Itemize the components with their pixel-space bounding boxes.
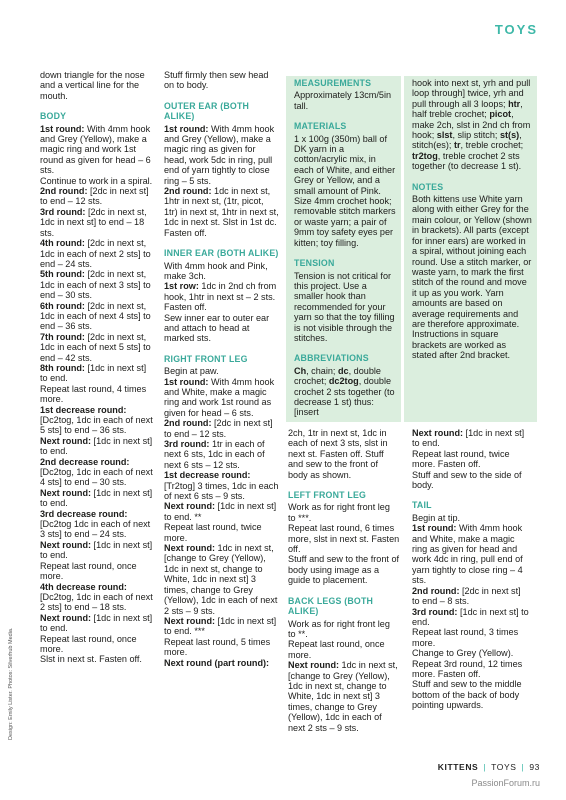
instruction-lead: 3rd decrease round: xyxy=(40,508,128,519)
instruction-lead: Next round: xyxy=(164,543,216,554)
instruction-line xyxy=(164,439,279,470)
instruction-lead: Next round: xyxy=(40,539,92,550)
inline-paragraph xyxy=(412,78,532,172)
instruction-line xyxy=(164,470,279,501)
instruction-text: 1dc in next st, [change to Grey (Yellow), 1dc in next st, change to White, 1dc in next st] 3 times, change to Grey (Yellow), 1dc in each of next 2 sts – 9 sts. xyxy=(164,543,278,616)
instruction-line xyxy=(40,405,155,436)
instruction-text: Repeat last round, 6 times more, slst in next st. Fasten off. xyxy=(288,523,400,555)
materials-text: 1 x 100g (350m) ball of DK yarn in a cotton/acrylic mix, in each of White, and either Grey or Yellow, and a small amount of Pink. Size 4mm crochet hook; removable stitch markers or waste yarn; a pair of 9mm toy safety eyes per kitten; toy filling. xyxy=(294,133,396,248)
instruction-line xyxy=(164,186,279,238)
abbreviation-term: Ch xyxy=(294,365,307,376)
instruction-line xyxy=(40,634,155,655)
instruction-text: [2dc in next st] to end – 12 sts. xyxy=(40,186,149,207)
info-box-right xyxy=(412,78,532,361)
abbreviation-term: st(s) xyxy=(499,130,520,141)
instruction-lead: 4th round: xyxy=(40,238,85,249)
instruction-line xyxy=(40,384,155,405)
column-tail xyxy=(412,428,530,711)
instruction-line xyxy=(40,436,155,457)
instruction-line xyxy=(40,301,155,332)
instruction-line xyxy=(164,543,279,616)
instruction-lead: 2nd round: xyxy=(164,186,212,197)
abbreviation-definition: , make 2ch, slst in 2nd ch from hook; xyxy=(412,109,531,141)
instruction-line xyxy=(412,428,530,449)
instruction-text: [2dc in next st, 1dc in next st] to end – 18 sts. xyxy=(40,206,147,238)
instruction-text: Repeat last round, twice more. Fasten off. xyxy=(412,448,510,470)
instruction-lead: Next round: xyxy=(164,501,216,512)
instruction-lead: 4th decrease round: xyxy=(40,581,127,592)
heading-tail: TAIL xyxy=(412,500,432,511)
instruction-line xyxy=(40,332,155,363)
measurements-text: Approximately 13cm/5in tall. xyxy=(294,90,392,111)
instruction-text: 1tr in each of next 6 sts, 1dc in each of next 6 sts – 12 sts. xyxy=(164,439,265,470)
abbreviation-term: picot xyxy=(489,109,512,120)
right-front-leg-lines xyxy=(164,366,279,668)
instruction-text: [Dc2tog, 1dc in each of next 4 sts] to end – 30 sts. xyxy=(40,467,153,488)
instruction-lead: Next round: xyxy=(164,615,216,626)
instruction-text: Repeat last round, 4 times more. xyxy=(40,383,147,405)
instruction-line xyxy=(40,238,155,269)
instruction-line xyxy=(40,457,155,488)
instruction-lead: 1st row: xyxy=(164,281,199,292)
instruction-text: With 4mm hook and White, make a magic ring as given for head and work 4dc in ring, pull end of yarn tightly to close ring – 4 sts. xyxy=(412,523,523,586)
instruction-text: [1dc in next st] to end. xyxy=(40,362,147,384)
instruction-line xyxy=(412,627,530,648)
instruction-line xyxy=(164,501,279,522)
instruction-text: 1dc in next st, [change to Grey (Yellow), 1dc in next st, change to White, 1dc in next st] 3 times, change to Grey (Yellow), 1dc in each of next 2 sts – 9 sts. xyxy=(288,660,398,733)
instruction-text: [2dc in next st] to end – 12 sts. xyxy=(164,418,273,439)
instruction-line xyxy=(164,124,279,186)
column-legs xyxy=(288,428,400,733)
abbreviations-cont-text xyxy=(412,78,532,172)
instruction-text: [Dc2tog 1dc in each of next 3 sts] to end – 24 sts. xyxy=(40,519,151,540)
instruction-lead: 2nd round: xyxy=(40,186,88,197)
footer-category: TOYS xyxy=(491,762,517,772)
footer-section: KITTENS xyxy=(437,762,479,772)
instruction-line xyxy=(288,554,400,585)
instruction-text: Stuff and sew to the middle bottom of the back of body pointing upwards. xyxy=(412,679,522,711)
instruction-line xyxy=(40,124,155,176)
instruction-line xyxy=(288,660,400,733)
instruction-lead: Next round: xyxy=(412,428,464,438)
instruction-text: Work as for right front leg to **. xyxy=(288,618,390,639)
page-footer xyxy=(438,762,540,772)
instruction-line xyxy=(288,523,400,554)
instruction-line xyxy=(288,619,400,640)
instruction-text: Work as for right front leg to ***. xyxy=(288,502,390,523)
instruction-lead: 3rd round: xyxy=(164,439,210,449)
heading-outer-ear: OUTER EAR (BOTH ALIKE) xyxy=(164,100,250,122)
abbreviation-term: htr xyxy=(508,98,521,109)
heading-back-legs: BACK LEGS (BOTH ALIKE) xyxy=(288,595,374,617)
instruction-text: [1dc in next st] to end. xyxy=(40,539,153,561)
abbreviation-definition: , double crochet 2 sts together (to decrease 1 st) thus: [insert xyxy=(294,376,395,418)
instruction-text: [2dc in next st, 1dc in each of next 2 sts] to end – 24 sts. xyxy=(40,238,151,269)
instruction-text: [1dc in next st] to end. xyxy=(40,612,153,634)
left-front-leg-lines xyxy=(288,502,400,585)
ears-intro: Stuff firmly then sew head on to body. xyxy=(164,70,269,91)
instruction-text: Continue to work in a spiral. xyxy=(40,175,153,186)
heading-measurements: MEASUREMENTS xyxy=(294,78,372,88)
instruction-line xyxy=(164,377,279,419)
instruction-line xyxy=(412,523,530,585)
instruction-text: Repeat last round, 5 times more. xyxy=(164,636,271,658)
instruction-text: Repeat last round, once more. xyxy=(288,639,385,660)
instruction-text: Begin at paw. xyxy=(164,366,219,377)
inline-paragraph xyxy=(294,366,397,418)
instruction-text: [1dc in next st] to end. *** xyxy=(164,615,277,637)
instruction-text: [2dc in next st, 1dc in each of next 3 sts] to end – 30 sts. xyxy=(40,269,151,301)
abbreviation-definition: hook into next st, yrh and pull loop through] twice, yrh and pull through all 3 loops; xyxy=(412,78,531,109)
abbreviation-term: slst xyxy=(436,130,453,141)
abbreviation-term: dc2tog xyxy=(328,376,359,387)
heading-materials: MATERIALS xyxy=(294,121,347,132)
instruction-lead: 6th round: xyxy=(40,300,85,311)
instruction-lead: Next round: xyxy=(40,435,92,446)
footer-separator: | xyxy=(483,762,487,772)
instruction-line xyxy=(412,449,530,470)
heading-body: BODY xyxy=(40,111,67,122)
heading-tension: TENSION xyxy=(294,258,335,269)
instruction-text: 1dc in 2nd ch from hook, 1htr in next st – 2 sts. Fasten off. xyxy=(164,281,277,313)
instruction-lead: Next round: xyxy=(40,487,92,498)
abbreviation-term: dc xyxy=(337,365,349,376)
instruction-text: Repeat last round, 3 times more. xyxy=(412,627,519,648)
instruction-text: Stuff and sew to the side of body. xyxy=(412,469,522,491)
instruction-text: Repeat 3rd round, 12 times more. Fasten off. xyxy=(412,658,523,679)
heading-notes: NOTES xyxy=(412,181,444,192)
column-ears xyxy=(164,70,279,668)
instruction-lead: 7th round: xyxy=(40,331,85,342)
instruction-lead: 2nd round: xyxy=(164,418,212,429)
instruction-text: [1dc in next st] to end. xyxy=(412,606,529,627)
instruction-text: Begin at tip. xyxy=(412,512,461,523)
abbreviation-definition: , treble crochet; xyxy=(460,140,524,151)
inner-ear-lines xyxy=(164,261,279,344)
outer-ear-lines xyxy=(164,124,279,238)
info-box-left xyxy=(294,78,397,418)
instruction-text: [2dc in next st, 1dc in each of next 4 sts] to end – 36 sts. xyxy=(40,300,151,332)
abbreviation-term: tr2tog xyxy=(412,150,438,161)
body-intro: down triangle for the nose and a vertical line for the mouth. xyxy=(40,70,145,101)
instruction-line xyxy=(164,418,279,439)
instruction-line xyxy=(164,261,279,282)
instruction-line xyxy=(288,639,400,660)
heading-abbreviations: ABBREVIATIONS xyxy=(294,353,369,364)
instruction-line xyxy=(40,654,155,664)
instruction-line xyxy=(40,613,155,634)
body-lines xyxy=(40,124,155,665)
instruction-line xyxy=(40,582,155,613)
instruction-text: With 4mm hook and Grey (Yellow), make a magic ring and work 1st round as given for head – 6 sts. xyxy=(40,123,151,176)
instruction-line xyxy=(40,207,155,238)
footer-separator: | xyxy=(521,762,525,772)
instruction-text: [2dc in next st] to end – 8 sts. xyxy=(412,585,521,607)
instruction-text: Change to Grey (Yellow). xyxy=(412,648,514,659)
back-legs-cont-lines xyxy=(412,428,530,490)
instruction-line xyxy=(164,637,279,658)
instruction-line xyxy=(412,679,530,710)
instruction-lead: 3rd round: xyxy=(40,206,86,217)
heading-left-front-leg: LEFT FRONT LEG xyxy=(288,490,367,501)
instruction-line xyxy=(164,616,279,637)
instruction-text: [1dc in next st] to end. xyxy=(40,487,153,509)
instruction-line xyxy=(40,561,155,582)
instruction-lead: 3rd round: xyxy=(412,606,458,617)
instruction-text: [1dc in next st] to end. ** xyxy=(164,501,277,522)
instruction-line xyxy=(164,366,279,376)
instruction-line xyxy=(40,186,155,207)
instruction-lead: Next round: xyxy=(288,660,340,671)
abbreviation-definition: , half treble crochet; xyxy=(412,98,523,120)
tension-text: Tension is not critical for this project. Use a smaller hook than recommended for your yarn so that the toy filling is not visible through the stitches. xyxy=(294,270,395,343)
instruction-text: Repeat last round, once more. xyxy=(40,560,137,582)
instruction-text: [Dc2tog, 1dc in each of next 5 sts] to end – 36 sts. xyxy=(40,415,153,436)
abbreviations-text xyxy=(294,366,397,418)
instruction-line xyxy=(40,509,155,540)
legs-intro: 2ch, 1tr in next st, 1dc in each of next 3 sts, slst in next st. Fasten off. Stuff and sew to the front of body as shown. xyxy=(288,428,388,480)
abbreviation-definition: , slip stitch; xyxy=(452,130,500,141)
instruction-text: With 4mm hook and Pink, make 3ch. xyxy=(164,260,268,281)
instruction-line xyxy=(40,269,155,300)
instruction-line xyxy=(412,659,530,680)
instruction-lead: 1st decrease round: xyxy=(40,404,127,415)
instruction-lead: 1st round: xyxy=(164,376,209,387)
instruction-lead: 2nd round: xyxy=(412,585,460,596)
instruction-line xyxy=(412,648,530,658)
tail-lines xyxy=(412,513,530,711)
instruction-line xyxy=(40,540,155,561)
instruction-text: With 4mm hook and Grey (Yellow), make a magic ring as given for head, work 5dc in ring, pull end of yarn tightly to close ring – 5 sts. xyxy=(164,123,275,186)
instruction-lead: 2nd decrease round: xyxy=(40,456,130,467)
heading-right-front-leg: RIGHT FRONT LEG xyxy=(164,353,248,364)
instruction-text: 1dc in next st, 1htr in next st, (1tr, picot, 1tr) in next st, 1htr in next st, 1dc in next st. Slst in 1st dc. Fasten off. xyxy=(164,186,279,238)
instruction-line xyxy=(164,281,279,312)
instruction-line xyxy=(164,658,279,668)
photo-credit: Design: Emily Lister. Photos: Silverhub Media. xyxy=(8,627,14,740)
instruction-line xyxy=(288,502,400,523)
instruction-line xyxy=(412,513,530,523)
instruction-text: Repeat last round, twice more. xyxy=(164,522,262,543)
instruction-text: Sew inner ear to outer ear and attach to head at marked sts. xyxy=(164,312,270,344)
abbreviation-definition: , treble crochet 2 sts together (to decrease 1 st). xyxy=(412,150,522,172)
instruction-text: [1dc in next st] to end. xyxy=(412,428,525,449)
instruction-text: [Dc2tog, 1dc in each of next 2 sts] to end – 18 sts. xyxy=(40,591,153,613)
instruction-line xyxy=(412,470,530,491)
instruction-lead: Next round: xyxy=(40,612,92,623)
instruction-lead: 1st round: xyxy=(164,123,209,134)
watermark: PassionForum.ru xyxy=(471,778,540,788)
instruction-text: With 4mm hook and White, make a magic ring and work 1st round as given for head – 6 sts. xyxy=(164,376,275,418)
notes-text: Both kittens use White yarn along with either Grey for the main colour, or Yellow (shown in brackets). All parts (except for inner ears) are worked in a spiral, without joining each round. Use a stitch marker, or waste yarn, to mark the first stitch of the round and move it up as you work. Yarn amounts are based on average requirements and are therefore approximate. Instructions in square brackets are worked as stated after 2nd bracket. xyxy=(412,194,532,361)
instruction-text: [2dc in next st, 1dc in each of next 5 sts] to end – 42 sts. xyxy=(40,331,151,363)
instruction-text: [1dc in next st] to end. xyxy=(40,435,153,457)
abbreviation-definition: , stitch(es); xyxy=(412,130,522,151)
section-tag: TOYS xyxy=(494,22,538,37)
heading-inner-ear: INNER EAR (BOTH ALIKE) xyxy=(164,248,279,259)
instruction-line xyxy=(412,586,530,607)
instruction-text: [Tr2tog] 3 times, 1dc in each of next 6 sts – 9 sts. xyxy=(164,480,279,502)
instruction-line xyxy=(40,363,155,384)
instruction-text: Slst in next st. Fasten off. xyxy=(40,654,142,665)
abbreviation-term: tr xyxy=(453,140,461,151)
instruction-text: Stuff and sew to the front of body using image as a guide to placement. xyxy=(288,554,400,586)
column-body xyxy=(40,70,155,665)
instruction-line xyxy=(164,522,279,543)
instruction-lead: 8th round: xyxy=(40,362,85,373)
instruction-line xyxy=(40,176,155,186)
instruction-line xyxy=(412,607,530,628)
instruction-line xyxy=(164,313,279,344)
abbreviation-definition: , double crochet; xyxy=(294,365,381,387)
abbreviation-definition: , chain; xyxy=(306,365,338,376)
instruction-text: Repeat last round, once more. xyxy=(40,633,137,654)
back-legs-lines xyxy=(288,619,400,733)
instruction-lead: Next round (part round): xyxy=(164,657,270,668)
page-number: 93 xyxy=(529,762,540,772)
instruction-lead: 1st round: xyxy=(412,523,457,534)
instruction-lead: 1st round: xyxy=(40,123,85,134)
instruction-lead: 1st decrease round: xyxy=(164,470,251,481)
instruction-lead: 5th round: xyxy=(40,269,85,280)
instruction-line xyxy=(40,488,155,509)
